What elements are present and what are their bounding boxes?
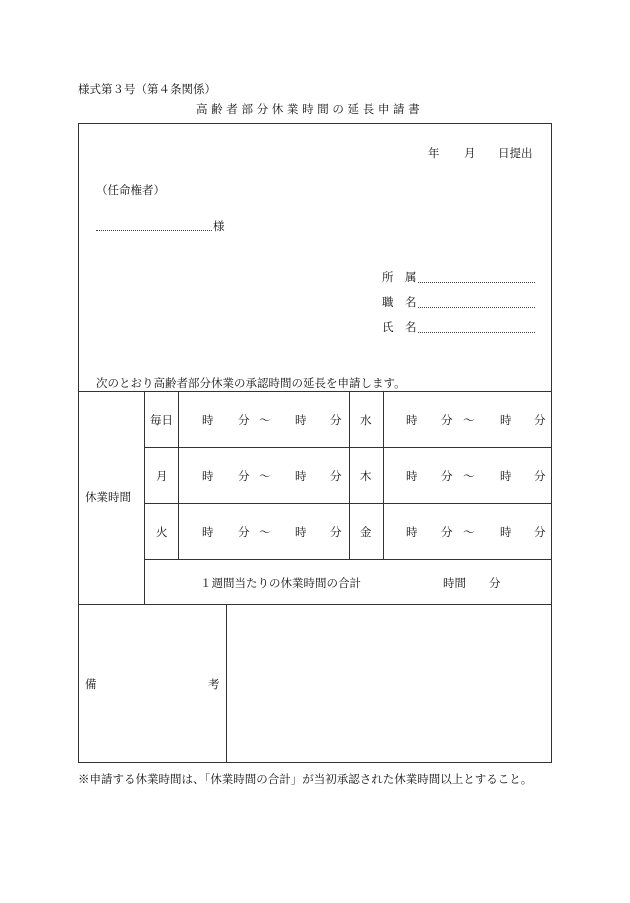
tilde: ～	[463, 413, 475, 427]
day-column-divider-2	[383, 391, 384, 559]
remarks-field[interactable]	[227, 605, 551, 762]
remarks-label-1: 備	[85, 677, 97, 691]
tilde: ～	[259, 469, 271, 483]
tilde: ～	[463, 469, 475, 483]
minute-label: 分	[238, 469, 250, 483]
minute-label: 分	[441, 413, 453, 427]
name-field[interactable]	[418, 332, 535, 333]
minute-label: 分	[534, 525, 546, 539]
row-divider-1	[144, 447, 552, 448]
affiliation-field[interactable]	[418, 282, 535, 283]
minute-label: 分	[238, 525, 250, 539]
page-title: 高 齢 者 部 分 休 業 時 間 の 延 長 申 請 書	[196, 102, 420, 116]
hour-label: 時	[295, 469, 307, 483]
hour-label: 時	[406, 469, 418, 483]
mid-divider	[349, 391, 350, 559]
table-top-border	[78, 391, 552, 392]
date-year-label: 年	[428, 146, 440, 160]
hour-label: 時	[500, 413, 512, 427]
addressee-field[interactable]	[96, 230, 212, 231]
tilde: ～	[463, 525, 475, 539]
tilde: ～	[259, 525, 271, 539]
minute-label: 分	[330, 469, 342, 483]
weekly-total-label: １週間当たりの休業時間の合計	[200, 576, 361, 590]
day-label-fri: 金	[360, 525, 372, 539]
day-label-wed: 水	[360, 413, 372, 427]
schedule-section-label: 休業時間	[85, 490, 131, 504]
hour-label: 時	[202, 525, 214, 539]
name-label: 氏 名	[382, 320, 417, 334]
hour-label: 時	[295, 525, 307, 539]
hour-label: 時	[202, 469, 214, 483]
hour-label: 時	[406, 413, 418, 427]
hour-label: 時	[202, 413, 214, 427]
position-field[interactable]	[418, 307, 535, 308]
minute-label: 分	[441, 469, 453, 483]
minute-label: 分	[534, 413, 546, 427]
day-column-divider	[178, 391, 179, 559]
form-number: 様式第３号（第４条関係）	[78, 82, 216, 96]
minute-label: 分	[534, 469, 546, 483]
minute-label: 分	[238, 413, 250, 427]
remarks-label-2: 考	[208, 677, 220, 691]
hour-label: 時	[500, 525, 512, 539]
row-divider-2	[144, 503, 552, 504]
day-label-mon: 月	[156, 469, 168, 483]
minute-label: 分	[330, 525, 342, 539]
footnote: ※申請する休業時間は、「休業時間の合計」が当初承認された休業時間以上とすること。	[78, 772, 533, 786]
authority-label: （任命権者）	[96, 183, 165, 197]
minute-label: 分	[441, 525, 453, 539]
tilde: ～	[259, 413, 271, 427]
hour-label: 時	[500, 469, 512, 483]
date-day-label: 日提出	[498, 146, 533, 160]
day-label-thu: 木	[360, 469, 372, 483]
hour-label: 時	[406, 525, 418, 539]
request-text: 次のとおり高齢者部分休業の承認時間の延長を申請します。	[96, 376, 406, 390]
position-label: 職 名	[382, 295, 417, 309]
row-divider-3	[144, 559, 552, 560]
affiliation-label: 所 属	[382, 270, 417, 284]
date-month-label: 月	[464, 146, 476, 160]
hour-label: 時	[295, 413, 307, 427]
schedule-divider	[144, 391, 145, 604]
total-minutes-label: 分	[489, 576, 501, 590]
day-label-tue: 火	[156, 525, 168, 539]
total-hours-label: 時間	[443, 576, 466, 590]
minute-label: 分	[330, 413, 342, 427]
addressee-suffix: 様	[213, 219, 225, 233]
day-label-daily: 毎日	[150, 413, 173, 427]
